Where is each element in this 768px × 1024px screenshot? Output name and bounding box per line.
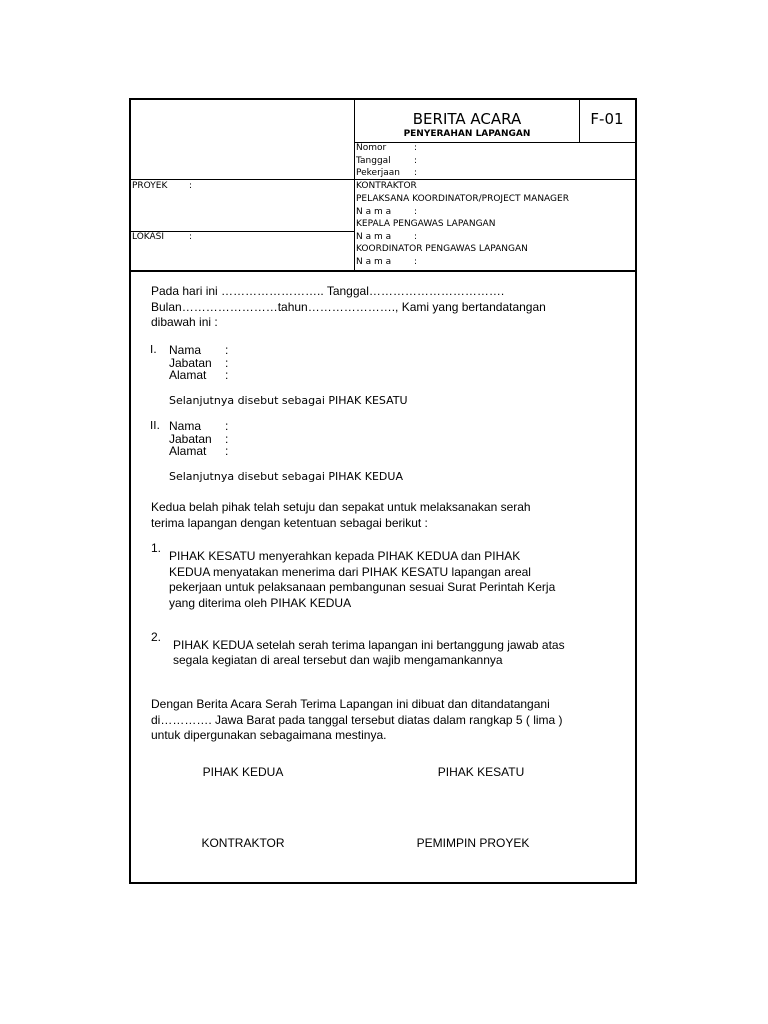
colon: :: [225, 419, 229, 433]
nama-colon-3: :: [414, 257, 418, 267]
form-header: [131, 100, 635, 272]
party-2-jabatan: Jabatan: [169, 431, 212, 446]
tanggal-colon: :: [414, 156, 418, 166]
agree-line-2: terima lapangan dengan ketentuan sebagai berikut :: [151, 515, 428, 530]
party-1-alamat: Alamat: [169, 368, 207, 382]
lokasi-divider: [131, 231, 355, 232]
proyek-colon: :: [189, 181, 193, 191]
intro-line-2: Bulan……………………tahun…………………., Kami yang bertandatangan: [151, 299, 546, 314]
signature-left-title: PIHAK KEDUA: [202, 765, 284, 779]
item-2-number: 2.: [151, 630, 162, 644]
berita-acara-form: [129, 98, 637, 884]
colon: :: [225, 368, 229, 382]
nomor-colon: :: [414, 143, 418, 153]
signature-left-role: KONTRAKTOR: [201, 836, 285, 850]
proyek-label: PROYEK: [132, 181, 168, 191]
party-2-colons: [225, 420, 228, 458]
colon: :: [225, 444, 229, 458]
party-1-nama: Nama: [169, 343, 202, 357]
kontraktor-label: KONTRAKTOR: [356, 181, 417, 191]
form-subtitle: PENYERAHAN LAPANGAN: [403, 129, 531, 139]
intro-line-3: dibawah ini :: [151, 315, 218, 329]
tanggal-label: Tanggal: [356, 156, 391, 166]
party-2-nama: Nama: [169, 419, 202, 433]
party-2-note: Selanjutnya disebut sebagai PIHAK KEDUA: [169, 470, 403, 483]
intro-paragraph: [151, 284, 621, 331]
party-1-note: Selanjutnya disebut sebagai PIHAK KESATU: [169, 394, 408, 407]
title-divider: [354, 142, 635, 143]
item-1-line-1: PIHAK KESATU menyerahkan kepada PIHAK KEDUA dan PIHAK: [169, 549, 521, 563]
nomor-label: Nomor: [356, 143, 387, 153]
signature-right-role: PEMIMPIN PROYEK: [416, 836, 530, 850]
lokasi-label: LOKASI: [132, 232, 165, 242]
party-2-fields: [169, 420, 212, 458]
form-code: F-01: [590, 110, 624, 128]
party-2-alamat: Alamat: [169, 444, 207, 458]
colon: :: [225, 431, 229, 446]
party-2-roman: II.: [150, 419, 160, 432]
pelaksana-label: PELAKSANA KOORDINATOR/PROJECT MANAGER: [356, 194, 569, 204]
nama-label-1: N a m a: [356, 207, 392, 217]
nama-label-2: N a m a: [356, 232, 392, 242]
agree-line-1: Kedua belah pihak telah setuju dan sepakat untuk melaksanakan serah: [151, 500, 531, 514]
colon: :: [225, 355, 229, 370]
item-1-line-4: yang diterima oleh PIHAK KEDUA: [169, 595, 352, 610]
closing-line-1: Dengan Berita Acara Serah Terima Lapangan ini dibuat dan ditandatangani: [151, 697, 550, 711]
nama-colon-2: :: [414, 232, 418, 242]
party-1-fields: [169, 344, 212, 382]
pekerjaan-label: Pekerjaan: [356, 168, 401, 178]
item-2-line-2: segala kegiatan di areal tersebut dan wajib mengamankannya: [173, 653, 503, 667]
pekerjaan-colon: :: [414, 168, 418, 178]
closing-line-2: di…………. Jawa Barat pada tanggal tersebut diatas dalam rangkap 5 ( lima ): [151, 712, 563, 727]
item-1-number: 1.: [151, 541, 162, 555]
intro-line-1: Pada hari ini …………………….. Tanggal…………………………….: [151, 284, 505, 298]
closing-paragraph: [151, 697, 621, 744]
party-1-colons: [225, 344, 228, 382]
lokasi-colon: :: [189, 232, 193, 242]
closing-line-3: untuk dipergunakan sebagaimana mestinya.: [151, 728, 387, 742]
item-1-text: [169, 549, 609, 611]
party-1-roman: I.: [150, 343, 157, 356]
nama-label-3: N a m a: [356, 257, 392, 267]
colon: :: [225, 343, 229, 357]
item-1-line-3: pekerjaan untuk pelaksanaan pembangunan sesuai Surat Perintah Kerja: [169, 580, 556, 594]
nama-colon-1: :: [414, 207, 418, 217]
koordinator-label: KOORDINATOR PENGAWAS LAPANGAN: [356, 244, 528, 254]
signature-right-title: PIHAK KESATU: [437, 765, 525, 779]
item-1-line-2: KEDUA menyatakan menerima dari PIHAK KESATU lapangan areal: [169, 564, 531, 579]
agreement-paragraph: [151, 500, 621, 531]
form-title: BERITA ACARA: [412, 110, 522, 128]
kepala-label: KEPALA PENGAWAS LAPANGAN: [356, 219, 496, 229]
party-1-jabatan: Jabatan: [169, 355, 212, 370]
item-2-line-1: PIHAK KEDUA setelah serah terima lapangan ini bertanggung jawab atas: [173, 638, 565, 652]
